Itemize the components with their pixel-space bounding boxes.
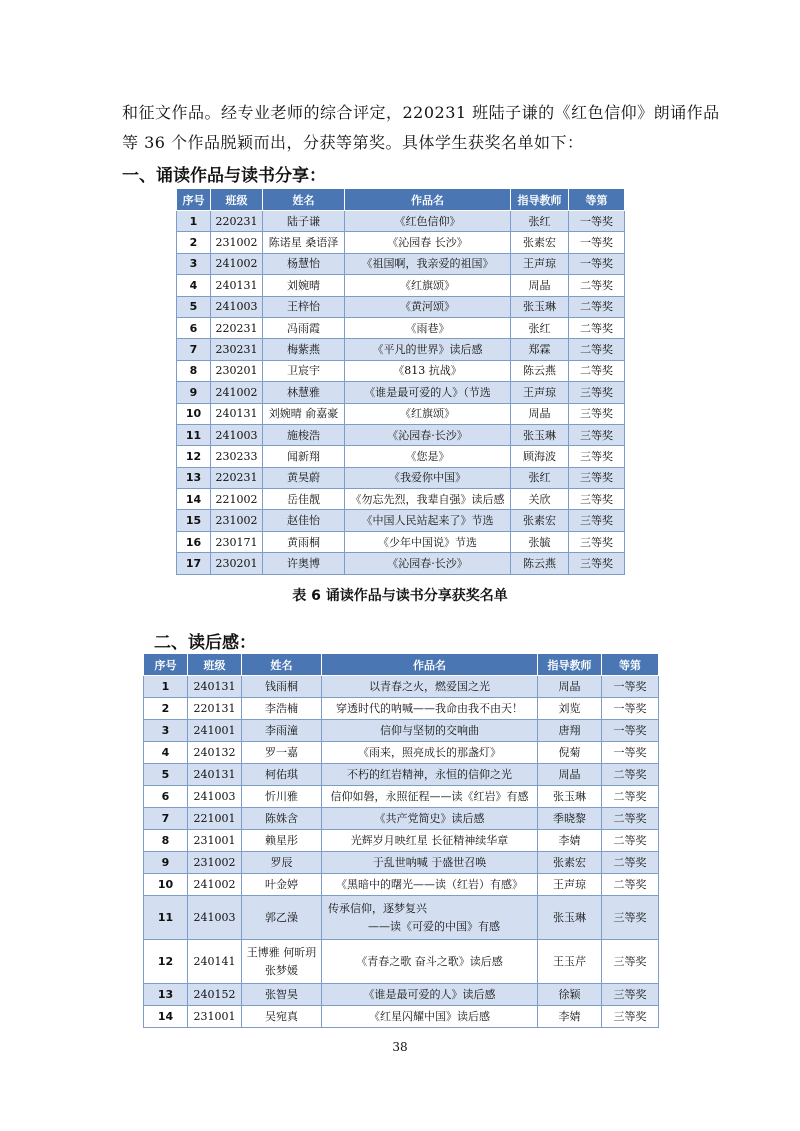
cell-teacher: 王玉芹 [538, 940, 602, 984]
cell-class: 241002 [211, 253, 263, 274]
header-name: 姓名 [242, 654, 322, 676]
cell-teacher: 王声琼 [538, 874, 602, 896]
table-row [144, 676, 659, 698]
cell-class: 241003 [188, 896, 242, 940]
reflection-awards-table [143, 653, 659, 1028]
cell-name: 梅紫燕 [263, 339, 345, 360]
table-row [177, 403, 625, 424]
cell-title: 《沁园春·长沙》 [345, 424, 511, 445]
cell-award: 一等奖 [602, 698, 659, 720]
cell-teacher: 张玉琳 [538, 896, 602, 940]
cell-name: 罗辰 [242, 852, 322, 874]
table-row [144, 698, 659, 720]
cell-name: 岳佳靓 [263, 489, 345, 510]
cell-award: 二等奖 [602, 830, 659, 852]
cell-title: 以青春之火，燃爱国之光 [322, 676, 538, 698]
cell-teacher: 周晶 [511, 403, 569, 424]
cell-title: 《谁是最可爱的人》（节选 [345, 382, 511, 403]
intro-line-2: 等 36 个作品脱颖而出，分获等第奖。具体学生获奖名单如下： [122, 133, 584, 152]
intro-line-1: 和征文作品。经专业老师的综合评定，220231 班陆子谦的《红色信仰》朗诵作品 [122, 103, 720, 122]
cell-title: 信仰与坚韧的交响曲 [322, 720, 538, 742]
cell-teacher: 张红 [511, 467, 569, 488]
cell-name: 林慧雅 [263, 382, 345, 403]
table-row [144, 1006, 659, 1028]
cell-name: 李雨潼 [242, 720, 322, 742]
cell-name: 王梓怡 [263, 296, 345, 317]
cell-title: 《我爱你中国》 [345, 467, 511, 488]
cell-title: 《勿忘先烈，我辈自强》读后感 [345, 489, 511, 510]
cell-name: 赖星彤 [242, 830, 322, 852]
cell-award: 一等奖 [602, 720, 659, 742]
table-row [177, 424, 625, 445]
cell-index: 6 [177, 317, 211, 338]
cell-name: 郭乙澡 [242, 896, 322, 940]
cell-teacher: 张素宏 [511, 232, 569, 253]
cell-class: 230171 [211, 531, 263, 552]
cell-index: 14 [144, 1006, 188, 1028]
cell-index: 8 [144, 830, 188, 852]
cell-index: 15 [177, 510, 211, 531]
section2-heading: 二、读后感： [154, 633, 256, 653]
cell-name: 闻新翔 [263, 446, 345, 467]
cell-class: 231001 [188, 830, 242, 852]
cell-award: 三等奖 [569, 531, 625, 552]
header-award: 等第 [602, 654, 659, 676]
cell-class: 240141 [188, 940, 242, 984]
cell-title: 《红旗颂》 [345, 275, 511, 296]
table-row [144, 874, 659, 896]
cell-teacher: 张红 [511, 317, 569, 338]
header-title: 作品名 [345, 189, 511, 211]
cell-name: 钱雨桐 [242, 676, 322, 698]
cell-teacher: 张毓 [511, 531, 569, 552]
cell-title: 光辉岁月映红星 长征精神续华章 [322, 830, 538, 852]
table-row [177, 339, 625, 360]
cell-index: 2 [177, 232, 211, 253]
cell-title: 《少年中国说》节选 [345, 531, 511, 552]
cell-name: 刘婉晴 [263, 275, 345, 296]
cell-title: 不朽的红岩精神，永恒的信仰之光 [322, 764, 538, 786]
cell-title: 《黑暗中的曙光——读（红岩）有感》 [322, 874, 538, 896]
header-class: 班级 [188, 654, 242, 676]
cell-teacher: 张红 [511, 211, 569, 232]
cell-name: 忻川雅 [242, 786, 322, 808]
cell-index: 5 [177, 296, 211, 317]
cell-teacher: 王声琼 [511, 253, 569, 274]
header-class: 班级 [211, 189, 263, 211]
cell-index: 5 [144, 764, 188, 786]
table-row [144, 852, 659, 874]
header-teacher: 指导教师 [511, 189, 569, 211]
cell-class: 231001 [188, 1006, 242, 1028]
cell-class: 241003 [211, 424, 263, 445]
cell-class: 230233 [211, 446, 263, 467]
table-row [144, 984, 659, 1006]
table-row [177, 317, 625, 338]
cell-name: 陆子谦 [263, 211, 345, 232]
header-index: 序号 [144, 654, 188, 676]
cell-award: 二等奖 [569, 360, 625, 381]
cell-title [322, 896, 538, 940]
section1-heading: 一、诵读作品与读书分享： [122, 166, 326, 186]
cell-teacher: 倪菊 [538, 742, 602, 764]
cell-class: 220231 [211, 211, 263, 232]
table-header-row [177, 189, 625, 211]
header-index: 序号 [177, 189, 211, 211]
cell-class: 231002 [211, 232, 263, 253]
cell-index: 8 [177, 360, 211, 381]
cell-award: 一等奖 [569, 253, 625, 274]
cell-class: 241002 [188, 874, 242, 896]
cell-title: 《平凡的世界》读后感 [345, 339, 511, 360]
table-row [177, 211, 625, 232]
table-row [177, 446, 625, 467]
cell-name: 李浩楠 [242, 698, 322, 720]
cell-award: 三等奖 [569, 553, 625, 574]
cell-name: 刘婉晴 俞嘉豪 [263, 403, 345, 424]
cell-index: 10 [144, 874, 188, 896]
table-row [177, 296, 625, 317]
cell-class: 221001 [188, 808, 242, 830]
header-name: 姓名 [263, 189, 345, 211]
cell-index: 13 [177, 467, 211, 488]
cell-teacher: 张素宏 [511, 510, 569, 531]
cell-index: 3 [144, 720, 188, 742]
table-row [144, 720, 659, 742]
cell-name: 卫宸宇 [263, 360, 345, 381]
recitation-awards-table [176, 188, 625, 575]
cell-teacher: 张玉琳 [511, 424, 569, 445]
cell-index: 13 [144, 984, 188, 1006]
cell-name: 黄雨桐 [263, 531, 345, 552]
cell-index: 14 [177, 489, 211, 510]
cell-award: 三等奖 [569, 382, 625, 403]
cell-name: 罗一嘉 [242, 742, 322, 764]
cell-award: 二等奖 [602, 764, 659, 786]
cell-award: 二等奖 [602, 852, 659, 874]
cell-award: 二等奖 [602, 786, 659, 808]
cell-title: 《共产党简史》读后感 [322, 808, 538, 830]
cell-index: 12 [144, 940, 188, 984]
cell-title: 穿透时代的呐喊——我命由我不由天！ [322, 698, 538, 720]
cell-class: 220231 [211, 317, 263, 338]
cell-teacher: 顾海波 [511, 446, 569, 467]
header-title: 作品名 [322, 654, 538, 676]
intro-paragraph [122, 98, 722, 158]
cell-award: 三等奖 [569, 403, 625, 424]
cell-title: 《雨来，照亮成长的那盏灯》 [322, 742, 538, 764]
cell-title: 《沁园春·长沙》 [345, 553, 511, 574]
cell-index: 2 [144, 698, 188, 720]
cell-class: 230201 [211, 553, 263, 574]
cell-index: 6 [144, 786, 188, 808]
cell-title: 《红星闪耀中国》读后感 [322, 1006, 538, 1028]
header-award: 等第 [569, 189, 625, 211]
table-row [177, 531, 625, 552]
cell-index: 3 [177, 253, 211, 274]
cell-name: 黄昊蔚 [263, 467, 345, 488]
cell-index: 1 [177, 211, 211, 232]
cell-name: 杨慧怡 [263, 253, 345, 274]
cell-class: 241003 [211, 296, 263, 317]
cell-award: 三等奖 [569, 510, 625, 531]
table-row [177, 232, 625, 253]
cell-teacher: 刘览 [538, 698, 602, 720]
cell-name: 吴宛真 [242, 1006, 322, 1028]
cell-teacher: 李婧 [538, 830, 602, 852]
cell-award: 三等奖 [602, 1006, 659, 1028]
cell-title: 于乱世呐喊 于盛世召唤 [322, 852, 538, 874]
cell-teacher: 陈云燕 [511, 553, 569, 574]
cell-award: 二等奖 [602, 808, 659, 830]
table-row [177, 489, 625, 510]
cell-class: 220231 [211, 467, 263, 488]
cell-name: 赵佳怡 [263, 510, 345, 531]
table-row [177, 553, 625, 574]
cell-index: 9 [177, 382, 211, 403]
table-row [177, 382, 625, 403]
cell-title: 《谁是最可爱的人》读后感 [322, 984, 538, 1006]
cell-teacher: 张玉琳 [511, 296, 569, 317]
cell-award: 二等奖 [602, 874, 659, 896]
cell-teacher: 郑霖 [511, 339, 569, 360]
name-line-2: 张梦媛 [265, 963, 298, 977]
cell-title: 《青春之歌 奋斗之歌》读后感 [322, 940, 538, 984]
cell-title: 《祖国啊，我亲爱的祖国》 [345, 253, 511, 274]
cell-award: 三等奖 [602, 896, 659, 940]
cell-teacher: 王声琼 [511, 382, 569, 403]
cell-index: 7 [144, 808, 188, 830]
cell-teacher: 周晶 [511, 275, 569, 296]
cell-class: 240131 [188, 764, 242, 786]
cell-teacher: 季晓黎 [538, 808, 602, 830]
cell-title: 《中国人民站起来了》节选 [345, 510, 511, 531]
cell-name: 施梭浩 [263, 424, 345, 445]
cell-class: 241002 [211, 382, 263, 403]
cell-name: 张智昊 [242, 984, 322, 1006]
cell-title: 《813 抗战》 [345, 360, 511, 381]
cell-award: 二等奖 [569, 275, 625, 296]
cell-index: 9 [144, 852, 188, 874]
cell-teacher: 唐翔 [538, 720, 602, 742]
cell-teacher: 徐颖 [538, 984, 602, 1006]
cell-index: 1 [144, 676, 188, 698]
table-row [144, 764, 659, 786]
cell-name: 许奥博 [263, 553, 345, 574]
cell-class: 240131 [211, 403, 263, 424]
table-row [177, 467, 625, 488]
cell-teacher: 张玉琳 [538, 786, 602, 808]
cell-award: 一等奖 [569, 211, 625, 232]
table-row [177, 360, 625, 381]
cell-index: 17 [177, 553, 211, 574]
cell-teacher: 李婧 [538, 1006, 602, 1028]
cell-title: 《红旗颂》 [345, 403, 511, 424]
table-header-row [144, 654, 659, 676]
cell-index: 11 [177, 424, 211, 445]
cell-award: 二等奖 [569, 317, 625, 338]
cell-class: 241001 [188, 720, 242, 742]
cell-index: 10 [177, 403, 211, 424]
table-row [144, 786, 659, 808]
cell-award: 三等奖 [569, 467, 625, 488]
cell-title: 《您是》 [345, 446, 511, 467]
cell-award: 二等奖 [569, 339, 625, 360]
cell-name: 柯佑琪 [242, 764, 322, 786]
cell-name: 冯雨霞 [263, 317, 345, 338]
title-line-2: ——读《可爱的中国》有感 [368, 919, 500, 933]
cell-class: 241003 [188, 786, 242, 808]
cell-teacher: 陈云燕 [511, 360, 569, 381]
cell-teacher: 关欣 [511, 489, 569, 510]
table-row [177, 253, 625, 274]
cell-index: 4 [144, 742, 188, 764]
cell-title: 《黄河颂》 [345, 296, 511, 317]
cell-class: 240152 [188, 984, 242, 1006]
table-row [144, 830, 659, 852]
cell-award: 三等奖 [602, 940, 659, 984]
name-line-1: 王博雅 何昕玥 [246, 945, 317, 959]
cell-teacher: 周晶 [538, 764, 602, 786]
cell-name [242, 940, 322, 984]
table-row [177, 275, 625, 296]
table-row [144, 940, 659, 984]
header-teacher: 指导教师 [538, 654, 602, 676]
cell-award: 一等奖 [602, 676, 659, 698]
cell-award: 二等奖 [569, 296, 625, 317]
cell-index: 4 [177, 275, 211, 296]
cell-award: 一等奖 [602, 742, 659, 764]
cell-award: 一等奖 [569, 232, 625, 253]
cell-class: 231002 [188, 852, 242, 874]
cell-class: 240132 [188, 742, 242, 764]
cell-award: 三等奖 [569, 446, 625, 467]
cell-class: 240131 [188, 676, 242, 698]
cell-class: 231002 [211, 510, 263, 531]
cell-title: 《沁园春 长沙》 [345, 232, 511, 253]
cell-class: 230201 [211, 360, 263, 381]
cell-teacher: 张素宏 [538, 852, 602, 874]
cell-name: 陈诺星 桑语泽 [263, 232, 345, 253]
table-row [144, 808, 659, 830]
cell-name: 叶金婷 [242, 874, 322, 896]
cell-title: 《雨巷》 [345, 317, 511, 338]
cell-award: 三等奖 [602, 984, 659, 1006]
cell-title: 《红色信仰》 [345, 211, 511, 232]
cell-class: 221002 [211, 489, 263, 510]
table-row [144, 742, 659, 764]
cell-teacher: 周晶 [538, 676, 602, 698]
table-row [177, 510, 625, 531]
cell-index: 11 [144, 896, 188, 940]
cell-award: 三等奖 [569, 489, 625, 510]
table-row [144, 896, 659, 940]
table6-caption: 表 6 诵读作品与读书分享获奖名单 [292, 588, 508, 604]
page-number: 38 [392, 1040, 408, 1054]
cell-name: 陈姝含 [242, 808, 322, 830]
cell-title: 信仰如磐，永照征程——读《红岩》有感 [322, 786, 538, 808]
cell-index: 7 [177, 339, 211, 360]
cell-index: 16 [177, 531, 211, 552]
cell-award: 三等奖 [569, 424, 625, 445]
cell-class: 240131 [211, 275, 263, 296]
cell-class: 220131 [188, 698, 242, 720]
cell-index: 12 [177, 446, 211, 467]
title-line-1: 传承信仰，逐梦复兴 [328, 901, 427, 915]
cell-class: 230231 [211, 339, 263, 360]
